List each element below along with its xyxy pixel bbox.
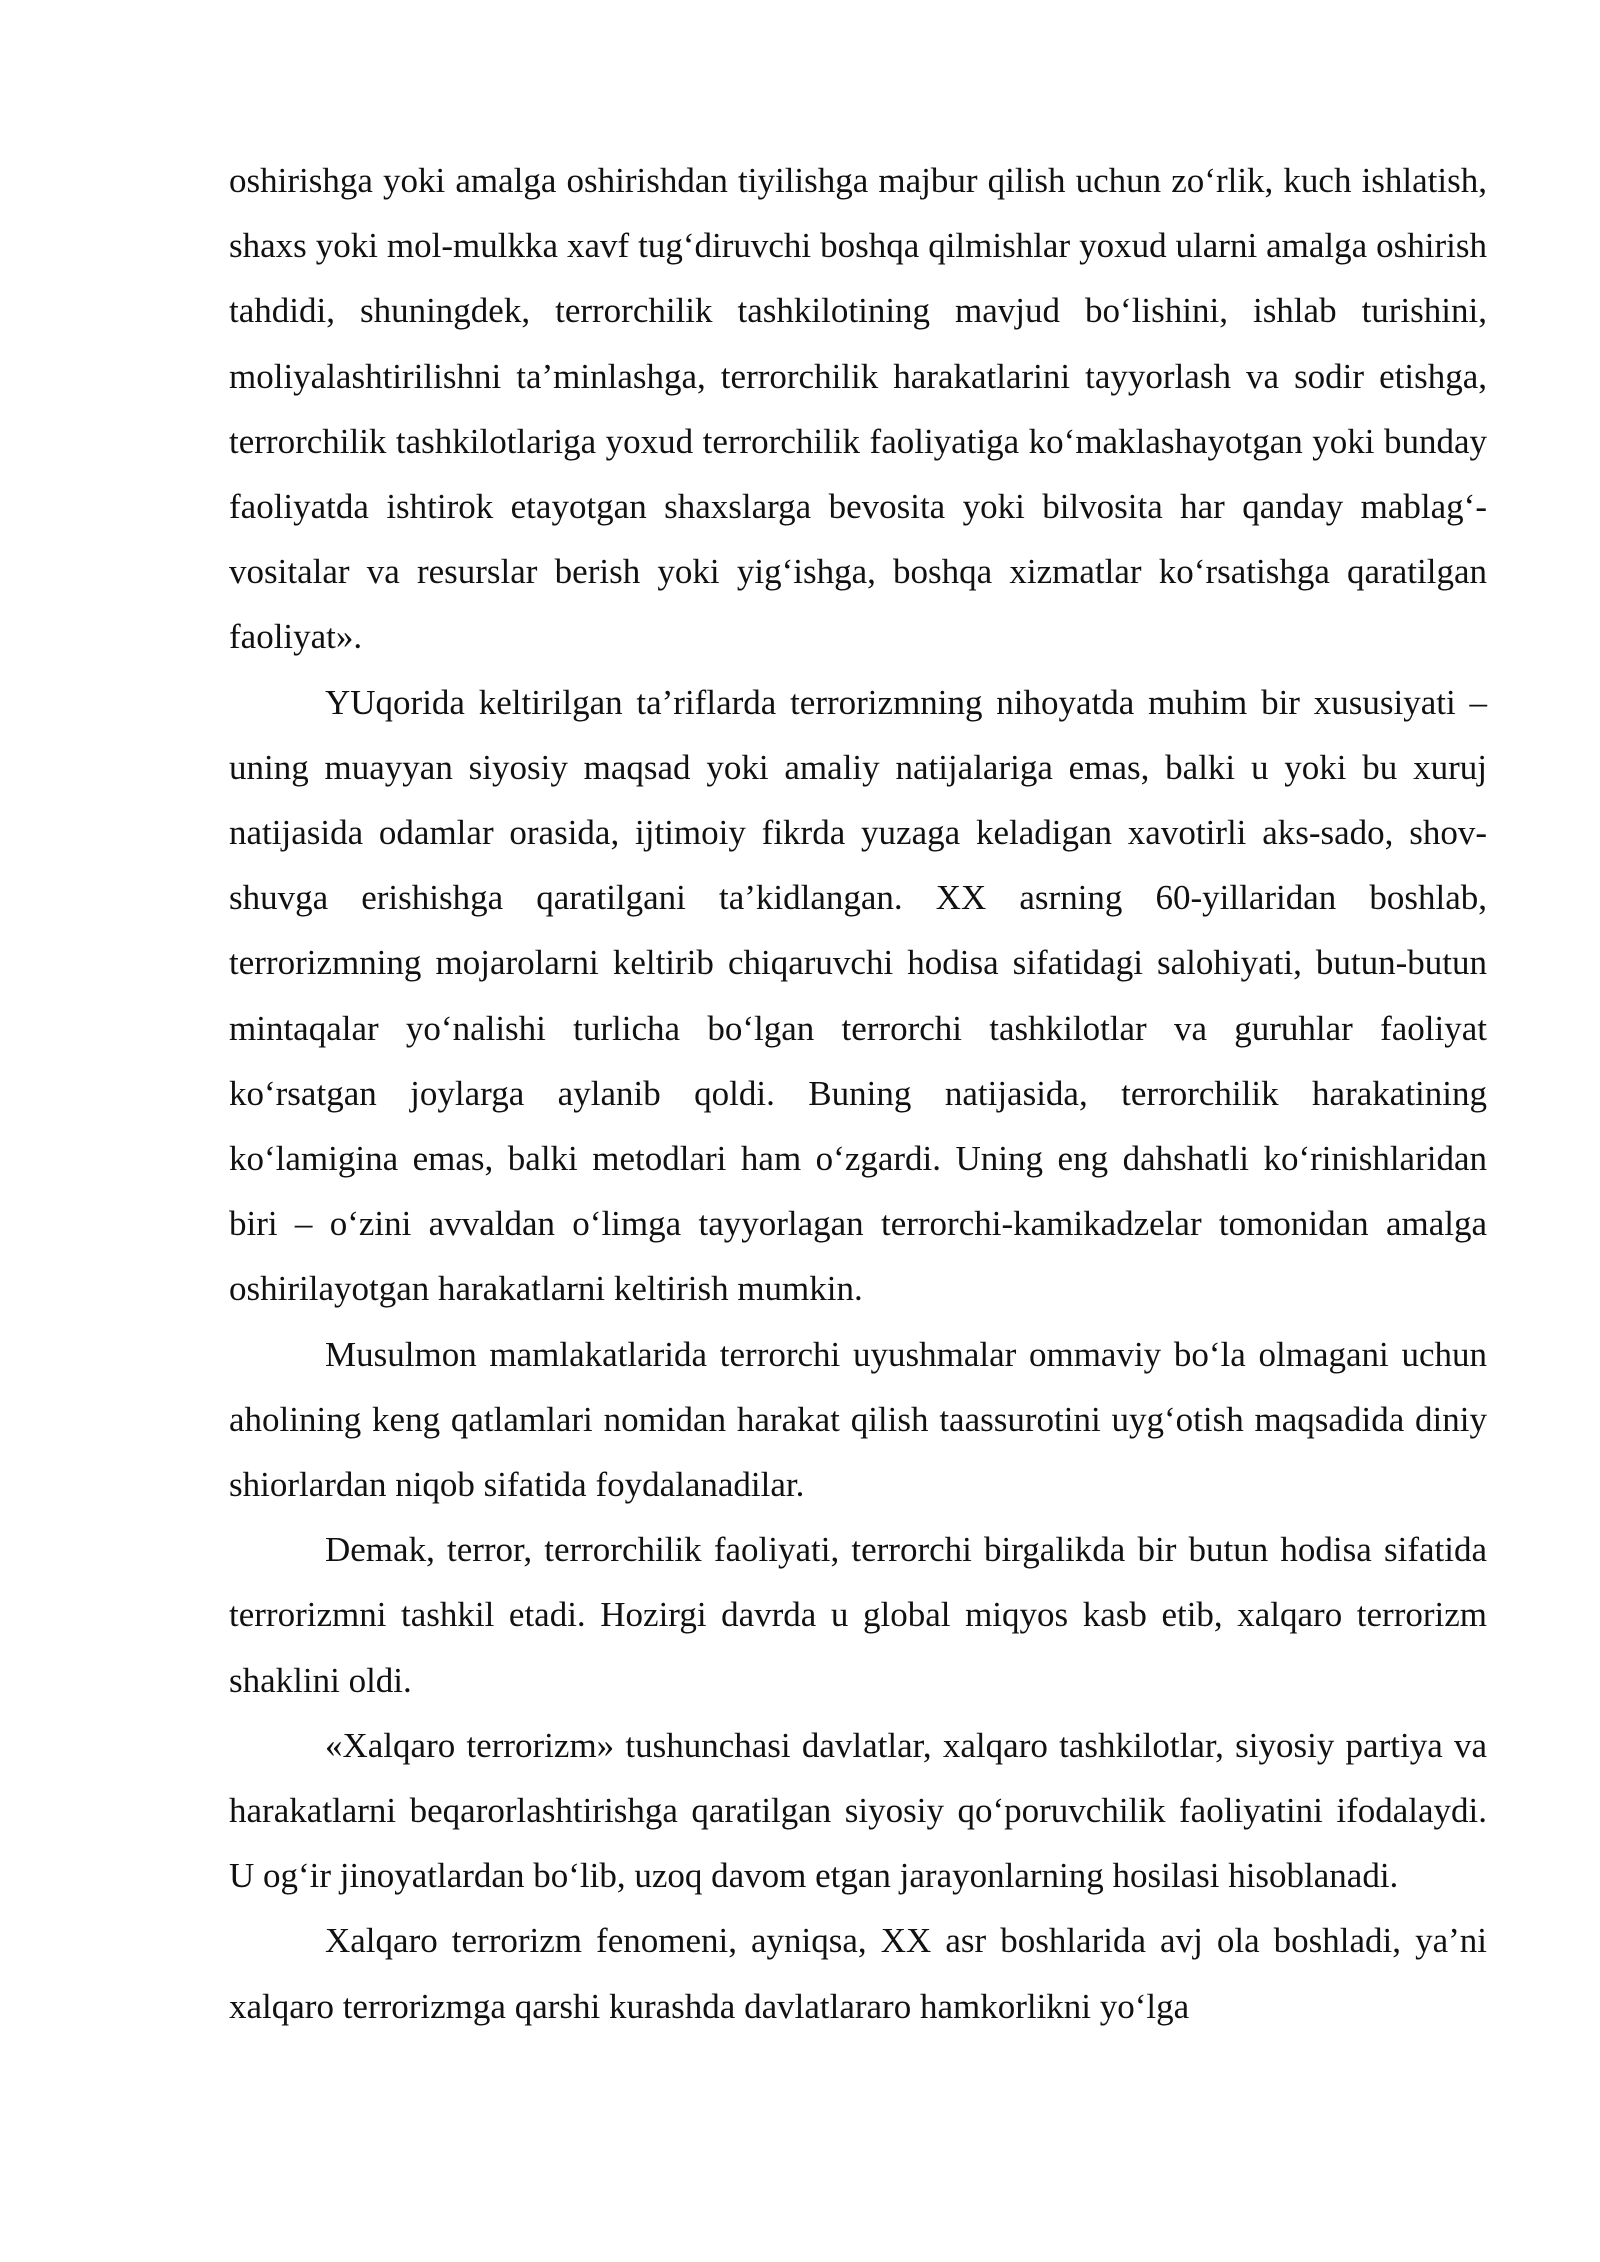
paragraph: Xalqaro terrorizm fenomeni, ayniqsa, XX asr boshlarida avj ola boshladi, ya’ni xalqaro terrorizmga qarshi kurashda davlatlararo hamkorlikni yo‘lga (229, 1921, 1487, 2026)
paragraph: Demak, terror, terrorchilik faoliyati, terrorchi birgalikda bir butun hodisa sifatida terrorizmni tashkil etadi. Hozirgi davrda u global miqyos kasb etib, xalqaro terrorizm shaklini oldi. (229, 1530, 1487, 1700)
document-body (229, 148, 1487, 2039)
paragraph: YUqorida keltirilgan ta’riflarda terrorizmning nihoyatda muhim bir xususiyati – uning muayyan siyosiy maqsad yoki amaliy natijalariga emas, balki u yoki bu xuruj natijasida odamlar orasida, ijtimoiy fikrda yuzaga keladigan xavotirli aks-sado, shov-shuvga erishishga qaratilgani ta’kidlangan. XX asrning 60-yillaridan boshlab, terrorizmning mojarolarni keltirib chiqaruvchi hodisa sifatidagi salohiyati, butun-butun mintaqalar yo‘nalishi turlicha bo‘lgan terrorchi tashkilotlar va guruhlar faoliyat ko‘rsatgan joylarga aylanib qoldi. Buning natijasida, terrorchilik harakatining ko‘lamigina emas, balki metodlari ham o‘zgardi. Uning eng dahshatli ko‘rinishlaridan biri – o‘zini avvaldan o‘limga tayyorlagan terrorchi-kamikadzelar tomonidan amalga oshirilayotgan harakatlarni keltirish mumkin. (229, 682, 1487, 1309)
paragraph: oshirishga yoki amalga oshirishdan tiyilishga majbur qilish uchun zo‘rlik, kuch ishlatish, shaxs yoki mol-mulkka xavf tug‘diruvchi boshqa qilmishlar yoxud ularni amalga oshirish tahdidi, shuningdek, terrorchilik tashkilotining mavjud bo‘lishini, ishlab turishini, moliyalashtirilishni ta’minlashga, terrorchilik harakatlarini tayyorlash va sodir etishga, terrorchilik tashkilotlariga yoxud terrorchilik faoliyatiga ko‘maklashayotgan yoki bunday faoliyatda ishtirok etayotgan shaxslarga bevosita yoki bilvosita har qanday mablag‘-vositalar va resurslar berish yoki yig‘ishga, boshqa xizmatlar ko‘rsatishga qaratilgan faoliyat». (229, 161, 1487, 657)
paragraph: Musulmon mamlakatlarida terrorchi uyushmalar ommaviy bo‘la olmagani uchun aholining keng qatlamlari nomidan harakat qilish taassurotini uyg‘otish maqsadida diniy shiorlardan niqob sifatida foydalanadilar. (229, 1334, 1487, 1505)
paragraph: «Xalqaro terrorizm» tushunchasi davlatlar, xalqaro tashkilotlar, siyosiy partiya va harakatlarni beqarorlashtirishga qaratilgan siyosiy qo‘poruvchilik faoliyatini ifodalaydi. U og‘ir jinoyatlardan bo‘lib, uzoq davom etgan jarayonlarning hosilasi hisoblanadi. (229, 1725, 1487, 1896)
